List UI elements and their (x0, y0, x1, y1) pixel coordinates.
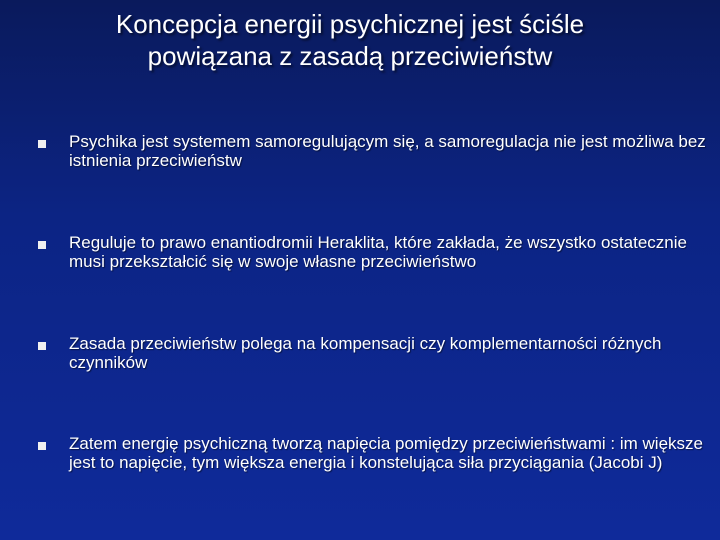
bullet-text: Psychika jest systemem samoregulującym się, a samoregulacja nie jest możliwa bez istnienia przeciwieństw (69, 132, 706, 170)
bullet-text: Reguluje to prawo enantiodromii Heraklita, które zakłada, że wszystko ostatecznie musi przekształcić się w swoje własne przeciwieństwo (69, 233, 687, 271)
bullet-text: Zatem energię psychiczną tworzą napięcia pomiędzy przeciwieństwami : im większe jest to napięcie, tym większa energia i konstelująca siła przyciągania (Jacobi J) (69, 434, 703, 472)
slide-title: Koncepcja energii psychicznej jest ściśle powiązana z zasadą przeciwieństw (115, 9, 585, 71)
square-bullet-icon (38, 442, 46, 450)
square-bullet-icon (38, 241, 46, 249)
bullet-text: Zasada przeciwieństw polega na kompensacji czy komplementarności różnych czynników (69, 334, 662, 372)
square-bullet-icon (38, 342, 46, 350)
square-bullet-icon (38, 140, 46, 148)
